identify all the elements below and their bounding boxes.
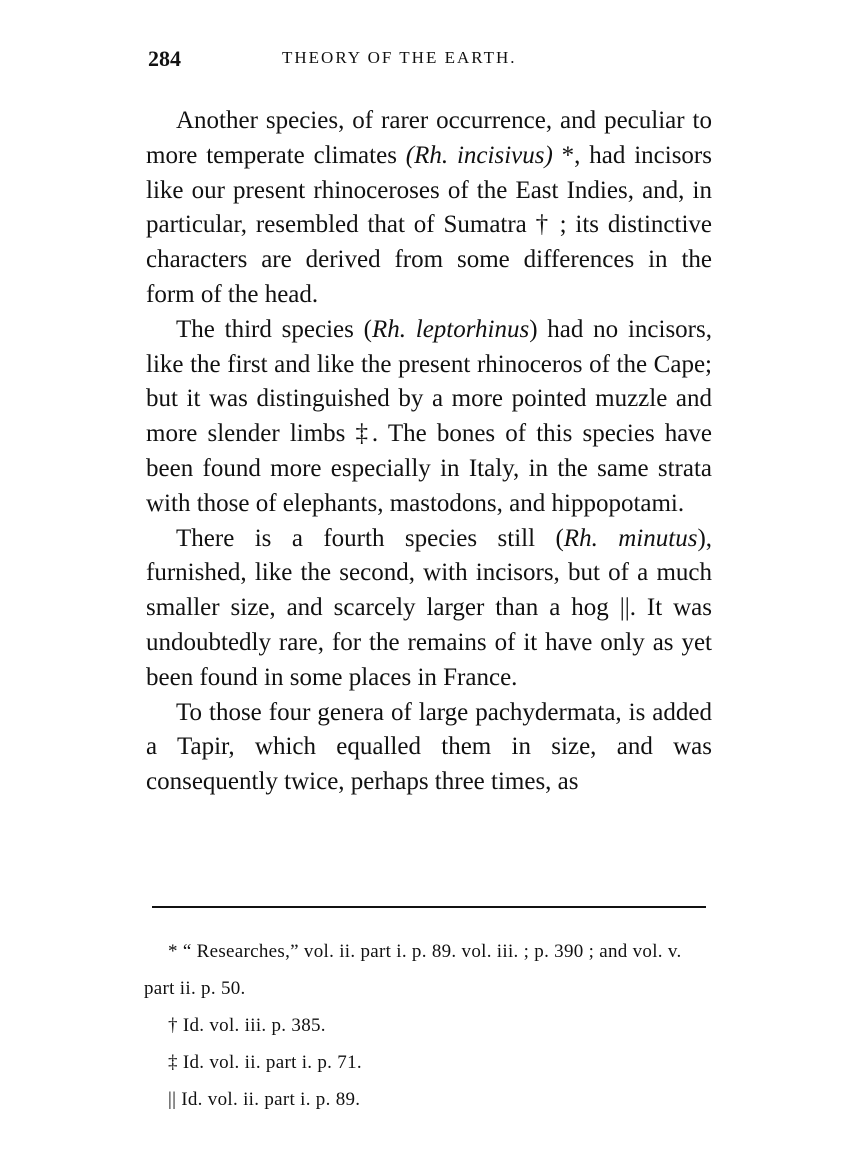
- paragraph-text: ) had no incisors, like the first and like the present rhinoceros of the Cape; but it was distinguished by a more pointed muzzle and more slender limbs ‡. The bones of this species have been found more especially in Italy, in the same strata with those of elephants, mastodons, and hippopotami.: [146, 315, 712, 517]
- body-text: [146, 104, 712, 800]
- running-head: [148, 46, 712, 76]
- paragraph-text: Another species, of rarer occurrence, and peculiar to more temperate climates: [146, 107, 712, 169]
- paragraph-text: *, had incisors like our present rhinoceroses of the East Indies, and, in particular, resembled that of Sumatra † ; its distinctive characters are derived from some differences in the form of the head.: [146, 141, 712, 308]
- footnote-parallel: || Id. vol. ii. part i. p. 89.: [168, 1089, 361, 1110]
- paragraph-rh-minutus: [146, 522, 712, 696]
- paragraph-text: There is a fourth species still (: [176, 524, 564, 552]
- footnote-asterisk: * “ Researches,” vol. ii. part i. p. 89. vol. iii. ; p. 390 ; and vol. v. part ii. p. 50.: [144, 941, 682, 999]
- paragraph-text: The third species (: [176, 315, 372, 343]
- footnote-divider: [152, 906, 706, 908]
- paragraph-tapir: [146, 696, 712, 800]
- footnote-dagger: † Id. vol. iii. p. 385.: [168, 1015, 326, 1036]
- footnotes: [144, 933, 714, 1118]
- paragraph-rh-leptorhinus: [146, 313, 712, 522]
- species-name-italic: Rh. minutus: [563, 524, 698, 552]
- paragraph-text: ), furnished, like the second, with incisors, but of a much smaller size, and scarcely larger than a hog ||. It was undoubtedly rare, for the remains of it have only as yet been found in some places in France.: [146, 524, 713, 691]
- paragraph-text: To those four genera of large pachydermata, is added a Tapir, which equalled them in size, and was consequently twice, perhaps three times, as: [146, 698, 712, 796]
- paragraph-rh-incisivus: [146, 104, 712, 313]
- species-name-italic: Rh. leptorhinus: [371, 315, 530, 343]
- footnote-double-dagger: ‡ Id. vol. ii. part i. p. 71.: [168, 1052, 362, 1073]
- running-title: THEORY OF THE EARTH.: [282, 48, 517, 67]
- page-number: 284: [148, 46, 181, 71]
- species-name-italic: (Rh. incisivus): [405, 141, 553, 169]
